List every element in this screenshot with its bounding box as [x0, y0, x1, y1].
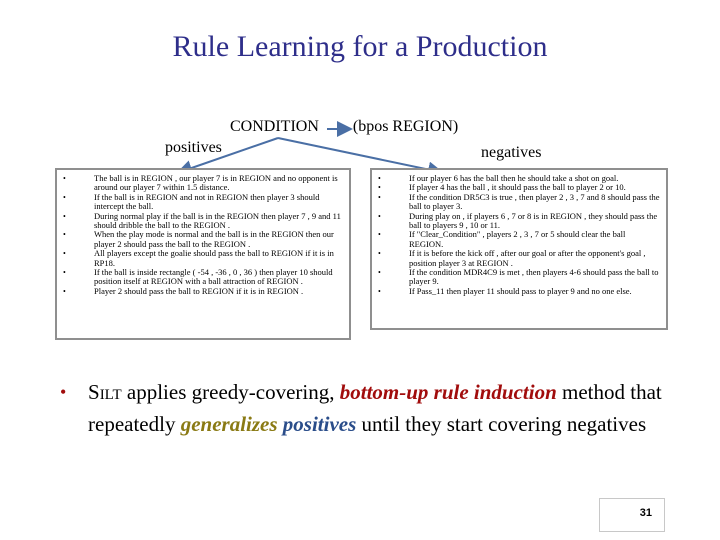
negatives-item: • If it is before the kick off , after our goal or after the opponent's goal , position player 3 at REGION .	[376, 249, 660, 268]
positives-list	[57, 170, 349, 296]
positives-item: • During normal play if the ball is in the REGION then player 7 , 9 and 11 should dribble the ball to the REGION .	[61, 212, 343, 231]
negatives-label: negatives	[481, 144, 542, 161]
negatives-item: • If the condition MDR4C9 is met , then players 4-6 should pass the ball to player 9.	[376, 268, 660, 287]
positives-item: • If the ball is in REGION and not in REGION then player 3 should intercept the ball.	[61, 193, 343, 212]
bullet-icon: •	[60, 382, 67, 402]
negatives-arrow	[278, 138, 440, 172]
negatives-item: • If the condition DR5C3 is true , then player 2 , 3 , 7 and 8 should pass the ball to player 3.	[376, 193, 660, 212]
negatives-item: • If player 4 has the ball , it should pass the ball to player 2 or 10.	[376, 183, 660, 192]
positives-item: • The ball is in REGION , our player 7 is in REGION and no opponent is around our player 7 within 1.5 distance.	[61, 174, 343, 193]
negatives-box	[370, 168, 668, 330]
slide-title: Rule Learning for a Production	[172, 30, 548, 63]
condition-text: CONDITION	[230, 118, 319, 135]
condition-label	[230, 118, 458, 136]
positives-item: • Player 2 should pass the ball to REGION if it is in REGION .	[61, 287, 343, 296]
negatives-item: • If our player 6 has the ball then he should take a shot on goal.	[376, 174, 660, 183]
positives-box	[55, 168, 351, 340]
positives-item: • If the ball is inside rectangle ( -54 , -36 , 0 , 36 ) then player 10 should position itself at REGION with a ball attraction of REGION .	[61, 268, 343, 287]
negatives-item: • If "Clear_Condition" , players 2 , 3 , 7 or 5 should clear the ball REGION.	[376, 230, 660, 249]
page-number: 31	[639, 507, 652, 519]
negatives-item: • During play on , if players 6 , 7 or 8 is in REGION , they should pass the ball to players 9 , 10 or 11.	[376, 212, 660, 231]
page-number-box	[599, 498, 665, 532]
bullet-text: SILT applies greedy-covering, bottom-up rule induction method that repeatedly generalizes positives until they start covering negatives	[88, 380, 662, 436]
emphasis-bottom-up: bottom-up rule induction	[339, 380, 557, 404]
positives-item: • When the play mode is normal and the ball is in the REGION then our player 2 should pass the ball to the REGION .	[61, 230, 343, 249]
negatives-item: • If Pass_11 then player 11 should pass to player 9 and no one else.	[376, 287, 660, 296]
negatives-list	[372, 170, 666, 296]
positives-item: • All players except the goalie should pass the ball to REGION if it is in RP18.	[61, 249, 343, 268]
emphasis-positives: positives	[282, 412, 357, 436]
system-name: SILT	[88, 380, 122, 404]
emphasis-generalizes: generalizes	[180, 412, 278, 436]
action-text: (bpos REGION)	[352, 118, 459, 135]
positives-label: positives	[165, 139, 222, 156]
